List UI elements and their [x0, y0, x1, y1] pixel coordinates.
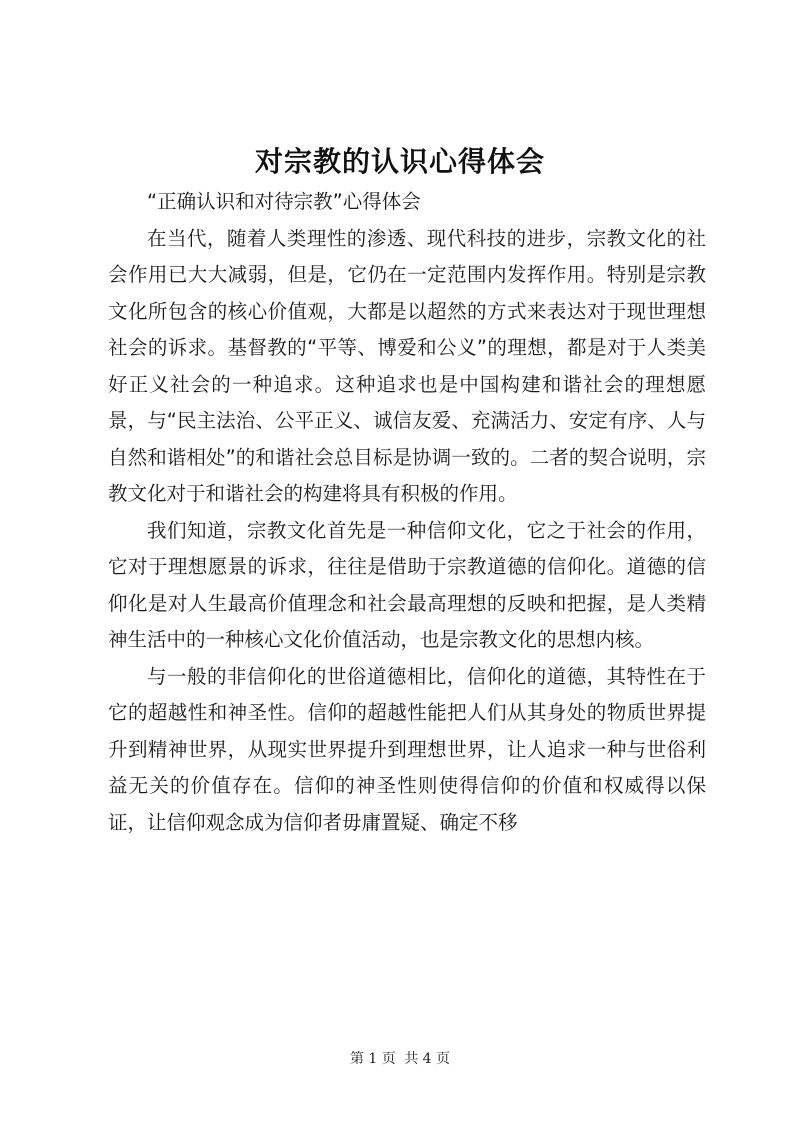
paragraph-3: 与一般的非信仰化的世俗道德相比，信仰化的道德，其特性在于它的超越性和神圣性。信仰的超越性能把人们从其身处的物质世界提升到精神世界，从现实世界提升到理想世界，让人追求一种与世俗利益无关的价值存在。信仰的神圣性则使得信仰的价值和权威得以保证，让信仰观念成为信仰者毋庸置疑、确定不移	[108, 664, 706, 834]
document-title: 对宗教的认识心得体会	[254, 145, 545, 178]
paragraph-2: 我们知道，宗教文化首先是一种信仰文化，它之于社会的作用，它对于理想愿景的诉求，往往是借助于宗教道德的信仰化。道德的信仰化是对人生最高价值理念和社会最高理想的反映和把握，是人类精神生活中的一种核心文化价值活动，也是宗教文化的思想内核。	[108, 518, 706, 651]
page-number: 第 1 页	[349, 1051, 396, 1067]
page-footer	[0, 1048, 800, 1068]
page-total: 共 4 页	[404, 1051, 451, 1067]
paragraph-1: 在当代，随着人类理性的渗透、现代科技的进步，宗教文化的社会作用已大大减弱，但是，它仍在一定范围内发挥作用。特别是宗教文化所包含的核心价值观，大都是以超然的方式来表达对于现世理想社会的诉求。基督教的“平等、博爱和公义”的理想，都是对于人类美好正义社会的一种追求。这种追求也是中国构建和谐社会的理想愿景，与“民主法治、公平正义、诚信友爱、充满活力、安定有序、人与自然和谐相处”的和谐社会总目标是协调一致的。二者的契合说明，宗教文化对于和谐社会的构建将具有积极的作用。	[108, 226, 706, 505]
document-subtitle: “正确认识和对待宗教”心得体会	[147, 190, 421, 213]
document-body	[108, 184, 706, 841]
